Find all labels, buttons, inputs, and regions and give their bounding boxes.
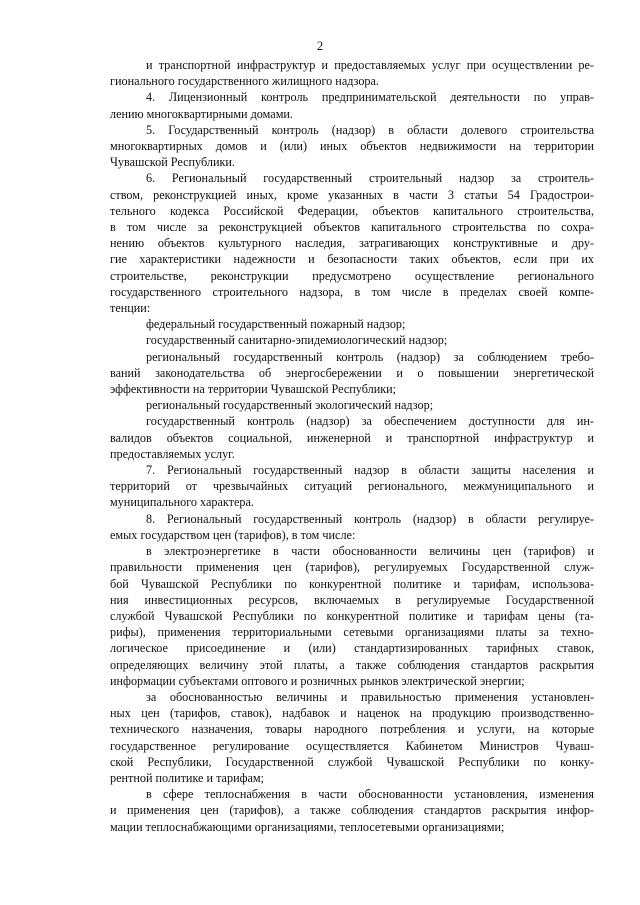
text-line: строительстве, реконструкции предусмотрено осуществление регионального: [110, 268, 594, 283]
text-line: определяющих величину этой платы, а также соблюдения стандартов раскрытия: [110, 657, 594, 672]
text-line: службой Чувашской Республики по конкурентной политике и тарифам цены (та-: [110, 608, 594, 623]
text-line: гионального государственного жилищного надзора.: [110, 74, 379, 89]
text-line: 8. Региональный государственный контроль (надзор) в области регулируе-: [146, 511, 594, 526]
text-line: ваний законодательства об энергосбережении и о повышении энергетической: [110, 365, 594, 380]
text-line: Чувашской Республики.: [110, 155, 235, 170]
page-number: 2: [316, 39, 324, 53]
text-line: бой Чувашской Республики по конкурентной политике и тарифам, использова-: [110, 576, 594, 591]
text-line: государственное регулирование осуществляется Кабинетом Министров Чуваш-: [110, 738, 594, 753]
text-line: тенции:: [110, 301, 151, 316]
text-line: лению многоквартирными домами.: [110, 106, 293, 121]
text-line: ных цен (тарифов, ставок), надбавок и наценок на продукцию производственно-: [110, 706, 594, 721]
text-line: территорий от чрезвычайных ситуаций регионального, межмуниципального и: [110, 479, 594, 494]
paragraph-p5: [110, 122, 594, 171]
text-line: государственного строительного надзора, в том числе в пределах своей компе-: [110, 284, 594, 299]
text-line: информации субъектами оптового и розничных рынков электрической энергии;: [110, 673, 525, 688]
text-line: эффективности на территории Чувашской Республики;: [110, 382, 397, 397]
paragraph-p7: [110, 462, 594, 511]
text-line: технического назначения, товары народного потребления и услуги, на которые: [110, 722, 594, 737]
text-line: в сфере теплоснабжения в части обоснованности установления, изменения: [146, 787, 594, 802]
text-line: правильности применения цен (тарифов), регулируемых Государственной служ-: [110, 560, 594, 575]
text-line: ния инвестиционных ресурсов, включаемых в регулируемые Государственной: [110, 592, 594, 607]
text-line: федеральный государственный пожарный надзор;: [146, 317, 406, 332]
text-line: мации теплоснабжающими организациями, теплосетевыми организациями;: [110, 819, 505, 834]
text-line: гие характеристики надежности и безопасности таких объектов, если при их: [110, 252, 594, 267]
text-line: 6. Региональный государственный строительный надзор за строитель-: [146, 171, 594, 186]
text-line: тельного кодекса Российской Федерации, объектов капитального строительства,: [110, 203, 594, 218]
text-line: 7. Региональный государственный надзор в области защиты населения и: [146, 463, 594, 478]
text-line: за обоснованностью величины и правильностью применения установлен-: [146, 689, 594, 704]
text-line: и транспортной инфраструктур и предоставляемых услуг при осуществлении ре-: [146, 58, 594, 72]
text-line: ством, реконструкцией иных, кроме указанных в части 3 статьи 54 Градострои-: [110, 187, 594, 202]
text-line: региональный государственный экологический надзор;: [146, 398, 434, 413]
paragraph-p6d: [110, 397, 594, 413]
text-line: нению объектов культурного наследия, затрагивающих конструктивные и дру-: [110, 236, 594, 251]
text-line: в электроэнергетике в части обоснованности величины цен (тарифов) и: [146, 544, 594, 559]
paragraph-p6c: [110, 349, 594, 398]
paragraph-p4: [110, 89, 594, 121]
text-line: рифы), применения территориальными сетевыми организациями платы за техно-: [110, 625, 594, 640]
text-line: муниципального характера.: [110, 495, 254, 510]
paragraph-p6b: [110, 332, 594, 348]
text-line: и применения цен (тарифов), а также соблюдения стандартов раскрытия инфор-: [110, 803, 594, 818]
text-line: региональный государственный контроль (надзор) за соблюдением требо-: [146, 349, 594, 364]
paragraph-p8c: [110, 786, 594, 835]
paragraph-p8: [110, 511, 594, 543]
text-line: емых государством цен (тарифов), в том числе:: [110, 527, 356, 542]
text-line: 4. Лицензионный контроль предпринимательской деятельности по управ-: [146, 90, 594, 105]
text-line: ской Республики, Государственной службой Чувашской Республики по конку-: [110, 754, 594, 769]
text-line: предоставляемых услуг.: [110, 446, 235, 461]
paragraph-p0: [110, 57, 594, 89]
text-line: рентной политике и тарифам;: [110, 770, 264, 785]
text-line: логическое присоединение и (или) стандартизированных тарифных ставок,: [110, 641, 594, 656]
text-line: 5. Государственный контроль (надзор) в области долевого строительства: [146, 122, 594, 137]
paragraph-p6e: [110, 413, 594, 462]
text-line: государственный контроль (надзор) за обеспечением доступности для ин-: [146, 414, 594, 429]
text-line: в том числе за реконструкцией объектов капитального строительства по сохра-: [110, 220, 594, 235]
paragraph-p8b: [110, 689, 594, 786]
document-body: [110, 57, 594, 835]
paragraph-p6a: [110, 316, 594, 332]
paragraph-p8a: [110, 543, 594, 689]
text-line: многоквартирных домов и (или) иных объектов недвижимости на территории: [110, 139, 594, 154]
text-line: валидов объектов социальной, инженерной и транспортной инфраструктур и: [110, 430, 594, 445]
text-line: государственный санитарно-эпидемиологический надзор;: [146, 333, 448, 348]
paragraph-p6: [110, 170, 594, 316]
